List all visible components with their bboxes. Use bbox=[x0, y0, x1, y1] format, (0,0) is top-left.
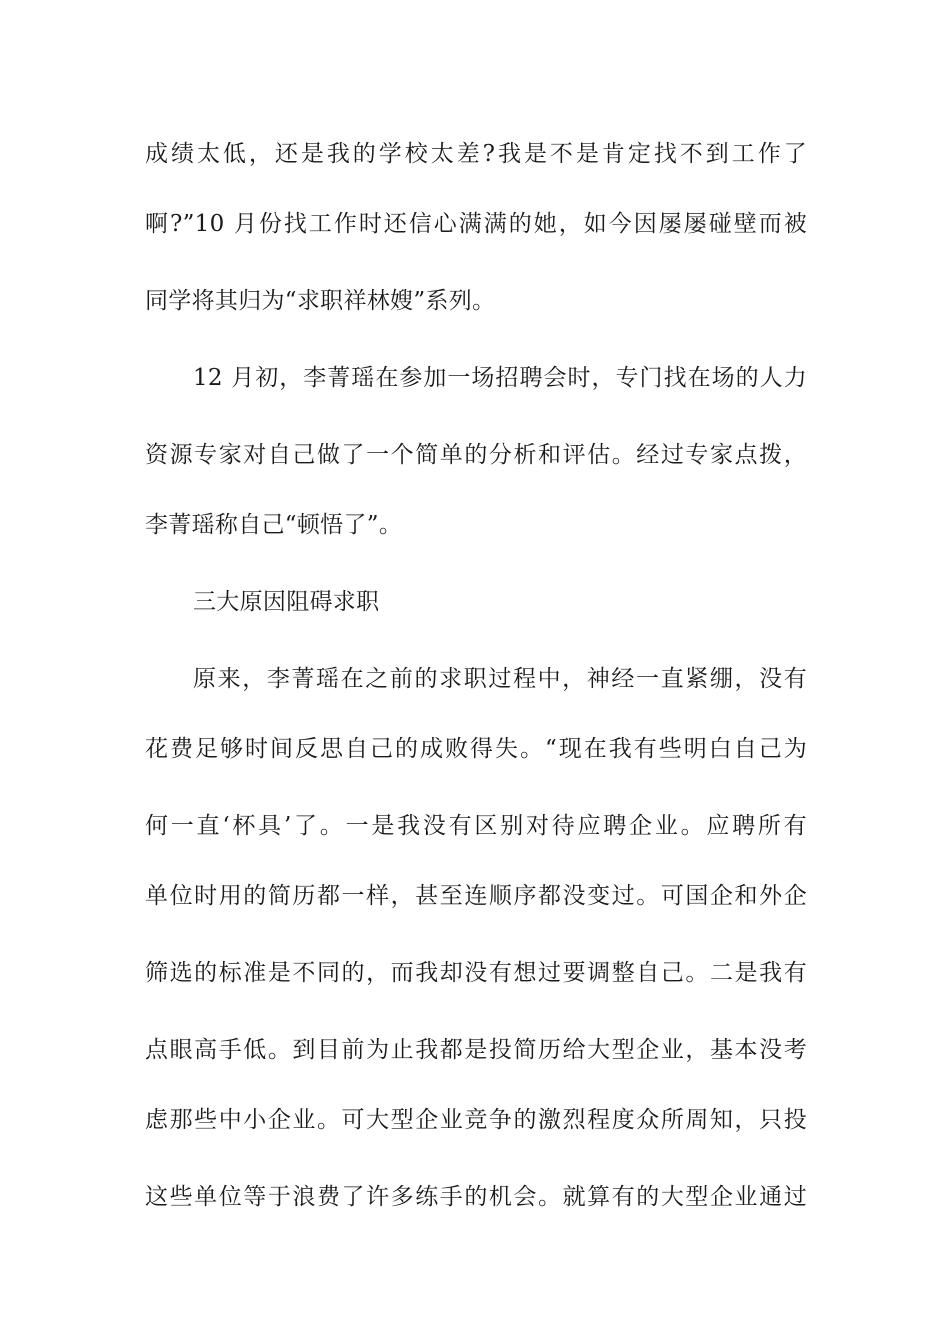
text-line-4: 12 月初，李菁瑶在参加一场招聘会时，专门找在场的人力 bbox=[193, 365, 807, 391]
text-line-2: 啊?”10 月份找工作时还信心满满的她，如今因屡屡碰壁而被 bbox=[145, 211, 807, 237]
text-line-3: 同学将其归为“求职祥林嫂”系列。 bbox=[145, 288, 496, 314]
text-line-11: 单位时用的简历都一样，甚至连顺序都没变过。可国企和外企 bbox=[145, 883, 807, 909]
text-line-9: 花费足够时间反思自己的成败得失。“现在我有些明白自己为 bbox=[145, 736, 807, 762]
text-line-14: 虑那些中小企业。可大型企业竞争的激烈程度众所周知，只投 bbox=[145, 1107, 807, 1133]
text-line-5: 资源专家对自己做了一个简单的分析和评估。经过专家点拨， bbox=[145, 442, 807, 468]
text-line-1: 成绩太低，还是我的学校太差?我是不是肯定找不到工作了 bbox=[145, 141, 807, 167]
text-line-12: 筛选的标准是不同的，而我却没有想过要调整自己。二是我有 bbox=[145, 960, 807, 986]
text-line-8: 原来，李菁瑶在之前的求职过程中，神经一直紧绷，没有 bbox=[193, 666, 807, 692]
text-line-13: 点眼高手低。到目前为止我都是投简历给大型企业，基本没考 bbox=[145, 1037, 807, 1063]
text-line-10: 何一直‘杯具’了。一是我没有区别对待应聘企业。应聘所有 bbox=[145, 813, 807, 839]
section-heading: 三大原因阻碍求职 bbox=[193, 589, 380, 615]
text-line-6: 李菁瑶称自己“顿悟了”。 bbox=[145, 512, 403, 538]
text-line-15: 这些单位等于浪费了许多练手的机会。就算有的大型企业通过 bbox=[145, 1184, 807, 1210]
